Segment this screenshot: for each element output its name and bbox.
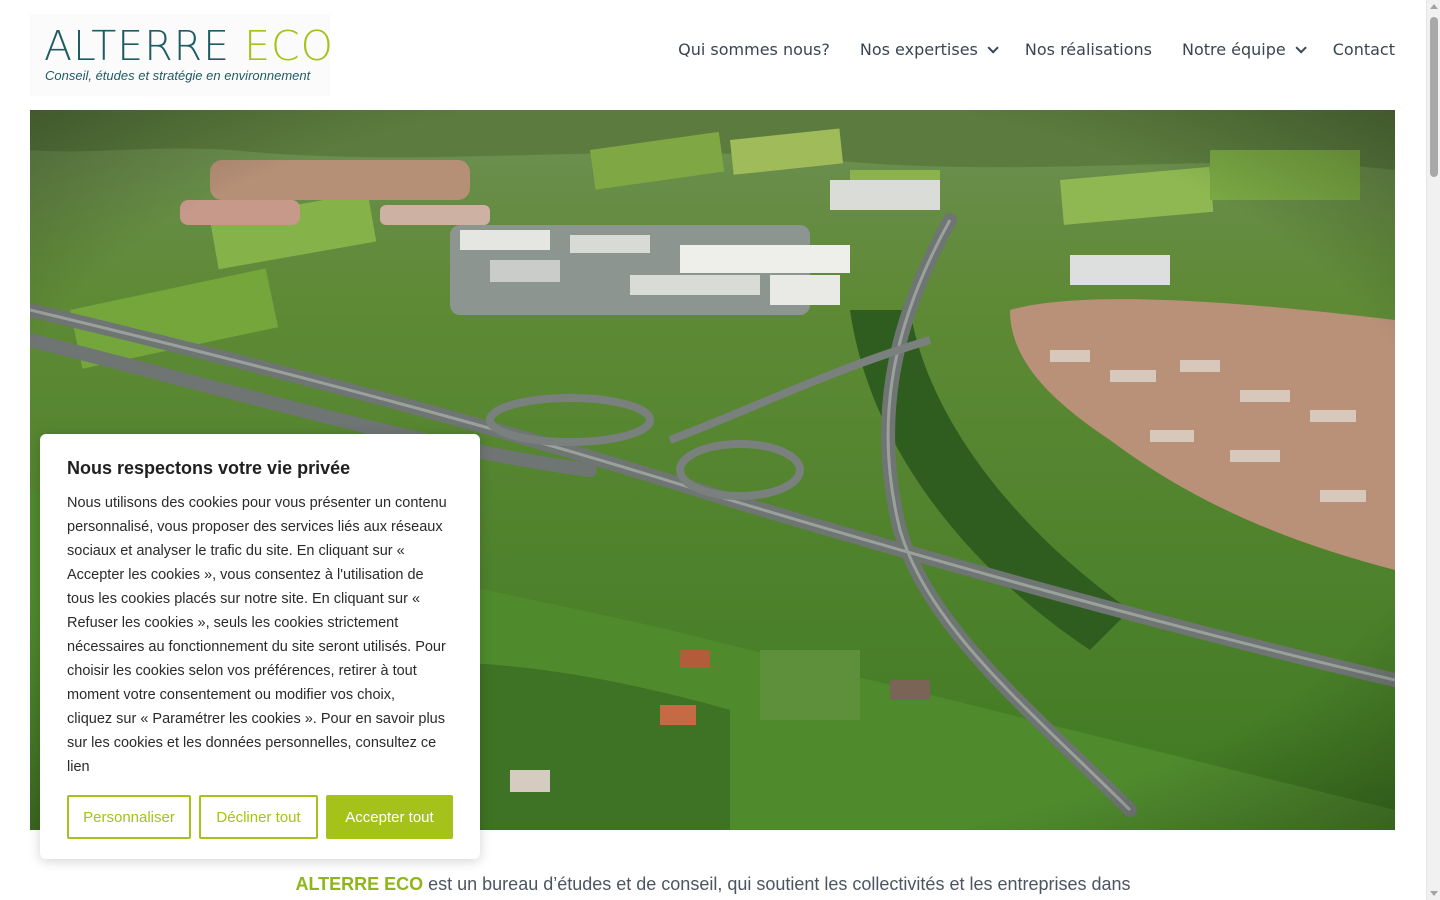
intro-brand: ALTERRE ECO <box>295 874 424 894</box>
cookie-text-line: choisir les cookies selon vos préférences, retirer à tout <box>67 663 417 679</box>
logo-word-eco: ECO <box>244 22 334 70</box>
main-nav <box>648 40 1395 59</box>
site-header <box>0 0 1426 110</box>
nav-item-label: Qui sommes nous? <box>678 40 830 59</box>
nav-item-contact[interactable] <box>1333 40 1395 59</box>
cookie-dialog-body <box>67 491 462 779</box>
nav-item-label: Nos réalisations <box>1024 40 1152 59</box>
cookie-text-line: sur les cookies et les données personnelles, consultez ce <box>67 735 437 751</box>
scroll-up-arrow-icon[interactable] <box>1430 4 1438 9</box>
chevron-down-icon <box>1295 42 1306 53</box>
logo-word-left: ALTERRE <box>44 22 245 70</box>
nav-item-label: Contact <box>1332 40 1395 59</box>
cookie-text-line: sociaux et analyser le trafic du site. En cliquant sur « <box>67 543 405 559</box>
cookie-text-line: Refuser les cookies », seuls les cookies strictement <box>67 615 399 631</box>
cookie-text-line: Nous utilisons des cookies pour vous présenter un contenu <box>67 495 447 511</box>
decline-all-button[interactable]: Décliner tout <box>199 795 318 839</box>
logo-tagline: Conseil, études et stratégie en environnement <box>45 68 311 83</box>
nav-item-label: Nos expertises <box>859 40 978 59</box>
logo[interactable] <box>30 14 334 96</box>
accept-all-button[interactable]: Accepter tout <box>326 795 453 839</box>
nav-item-nos-realisations[interactable] <box>1025 40 1152 59</box>
cookie-text-line: Accepter les cookies », vous consentez à l'utilisation de <box>67 567 424 583</box>
nav-item-notre-equipe[interactable] <box>1182 40 1303 59</box>
cookie-text-line: moment votre consentement ou modifier vos choix, <box>67 687 396 703</box>
cookie-dialog-title: Nous respectons votre vie privée <box>67 458 351 478</box>
cookie-text-line: personnalisé, vous proposer des services liés aux réseaux <box>67 519 443 535</box>
cookie-text-line: nécessaires au fonctionnement du site seront utilisés. Pour <box>67 639 446 655</box>
page-scrollbar[interactable] <box>1426 0 1440 900</box>
chevron-down-icon <box>987 42 998 53</box>
cookie-link-line[interactable]: lien <box>67 759 90 775</box>
nav-item-qui-sommes-nous[interactable] <box>678 40 830 59</box>
intro-body: est un bureau d’études et de conseil, qui soutient les collectivités et les entreprises dans <box>423 874 1131 894</box>
cookie-consent-dialog <box>40 434 480 859</box>
logo-wordmark <box>44 22 334 70</box>
nav-item-nos-expertises[interactable] <box>860 40 995 59</box>
customize-cookies-button[interactable]: Personnaliser <box>67 795 191 839</box>
scroll-down-arrow-icon[interactable] <box>1430 891 1438 896</box>
intro-text <box>0 874 1426 895</box>
cookie-text-line: cliquez sur « Paramétrer les cookies ». Pour en savoir plus <box>67 711 445 727</box>
nav-item-label: Notre équipe <box>1181 40 1286 59</box>
cookie-text-line: tous les cookies placés sur notre site. En cliquant sur « <box>67 591 421 607</box>
scrollbar-thumb[interactable] <box>1430 17 1438 177</box>
